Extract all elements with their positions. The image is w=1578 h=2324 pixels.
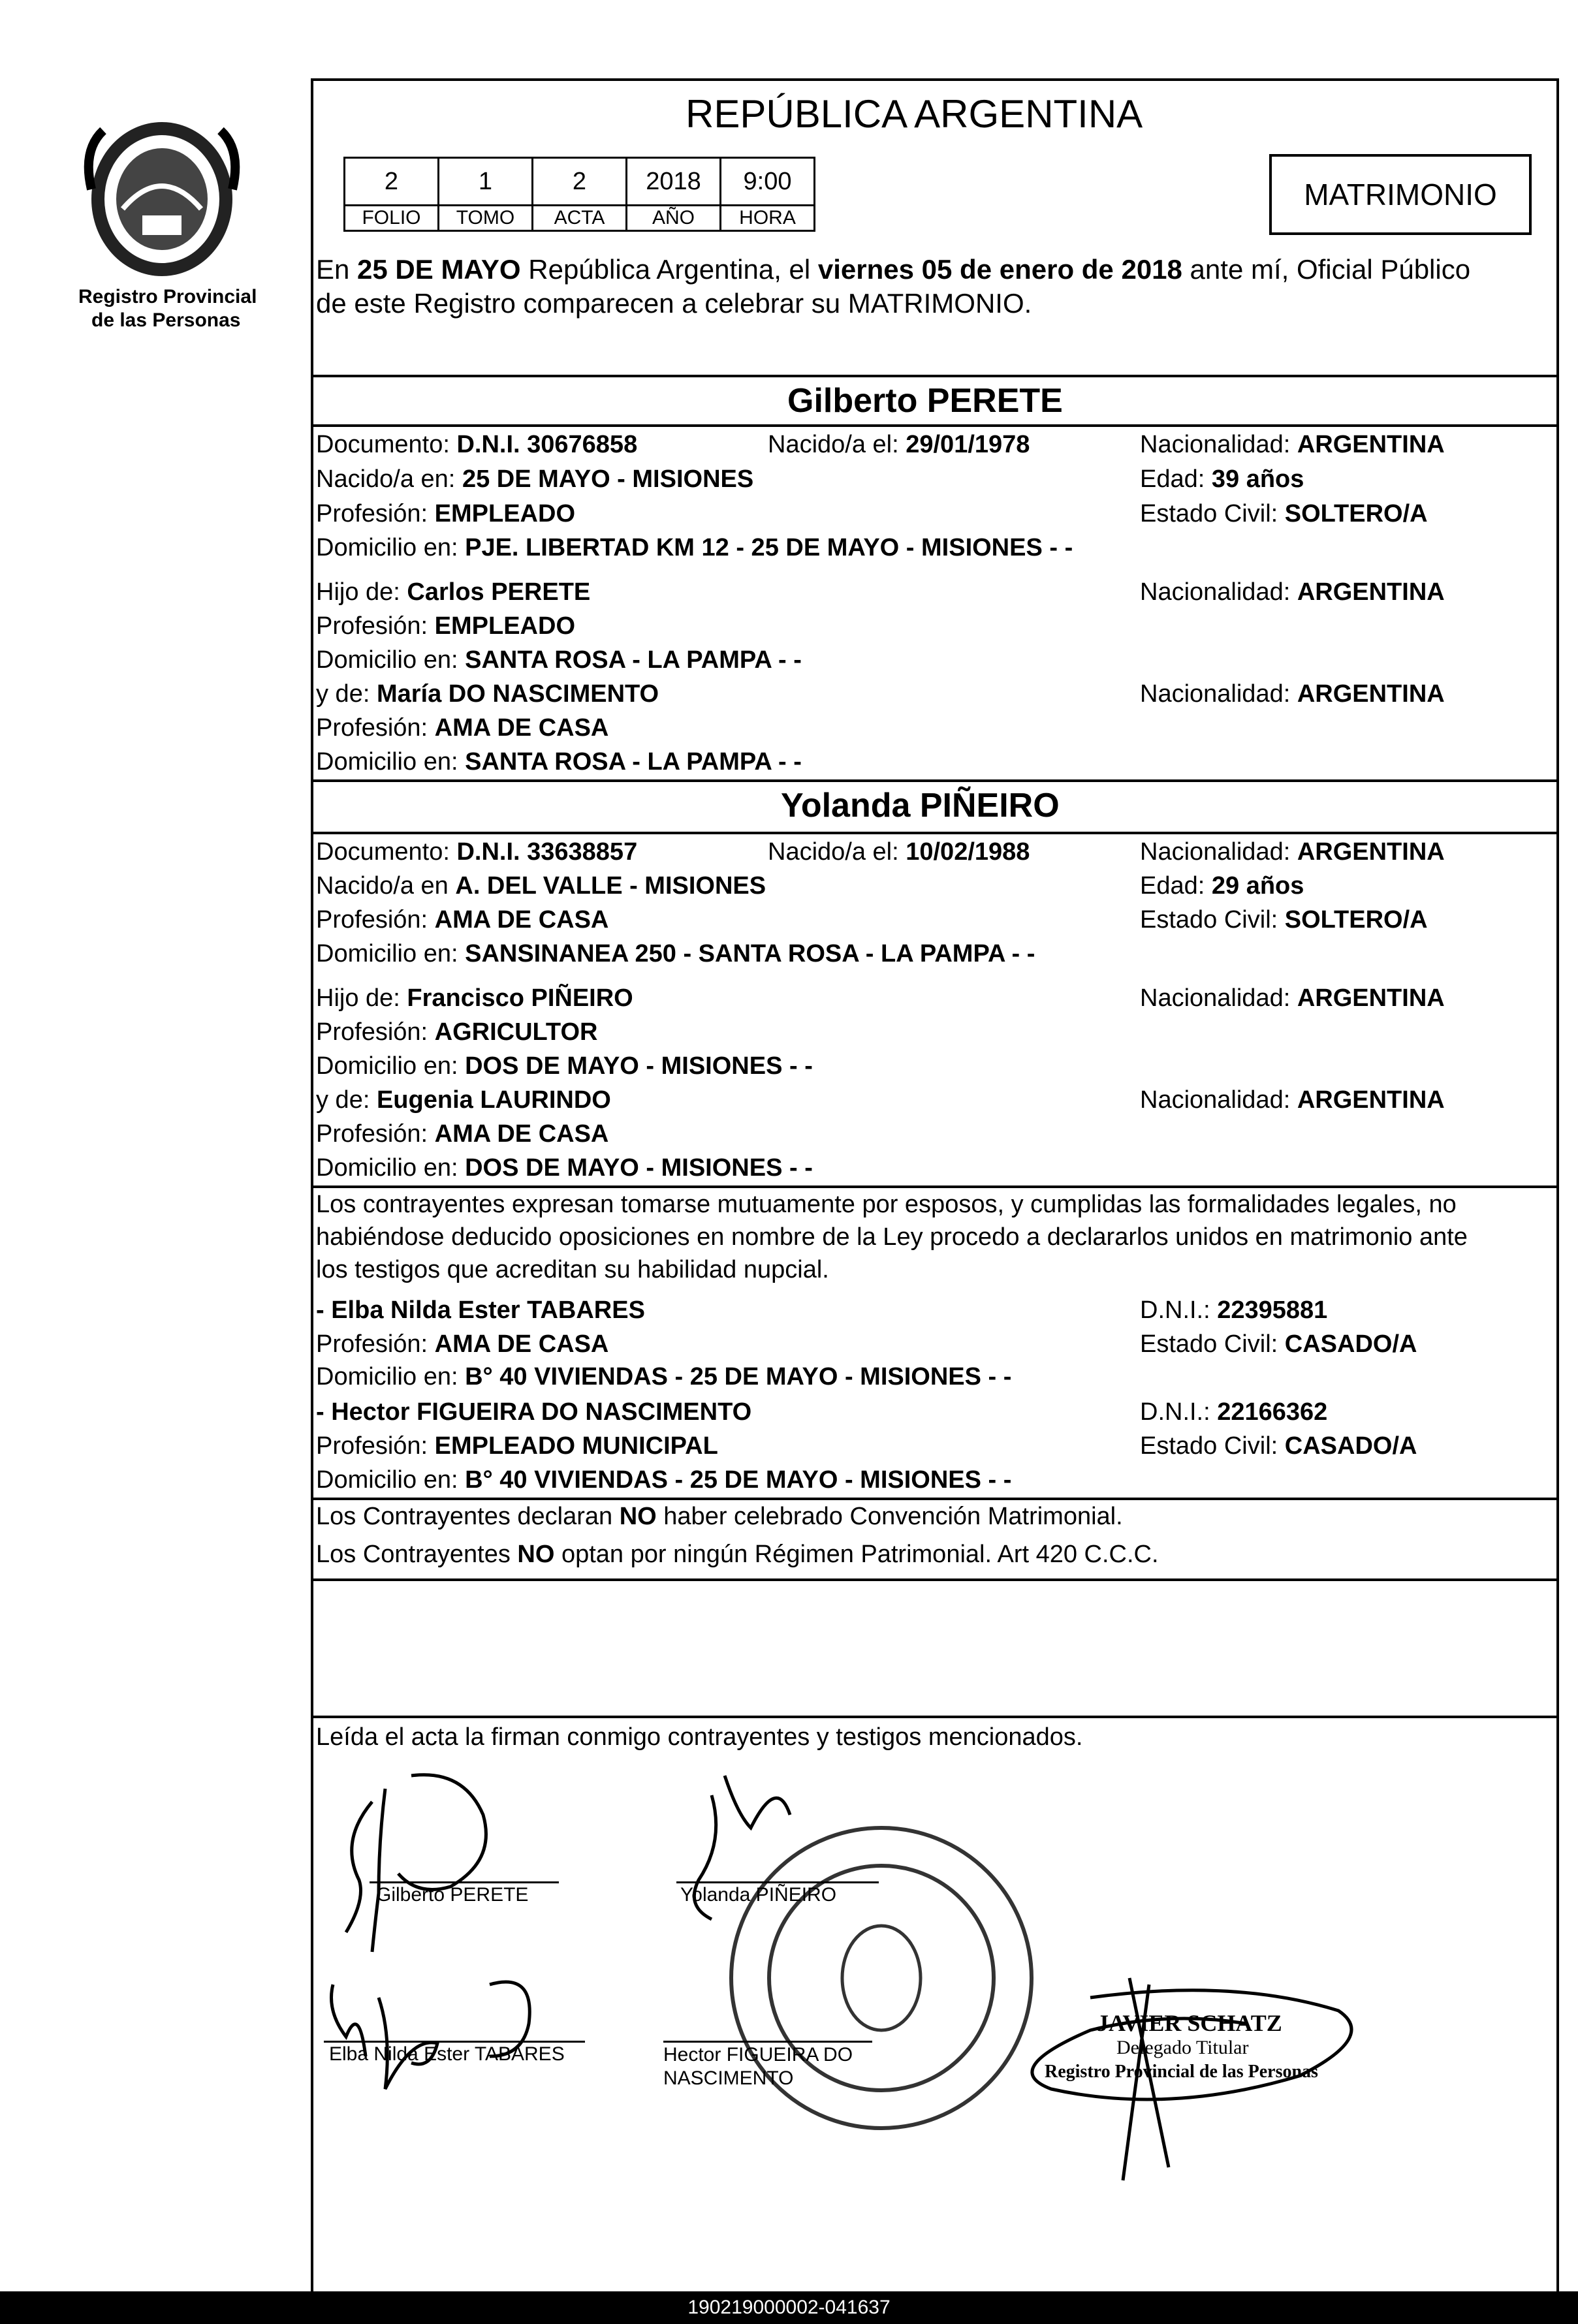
divider <box>311 1186 1559 1188</box>
folio-value: 2 <box>345 158 439 206</box>
tomo-label: TOMO <box>439 206 533 231</box>
spouse1-father: Hijo de: Carlos PERETE <box>316 578 591 606</box>
witness2-profession: Profesión: EMPLEADO MUNICIPAL <box>316 1432 718 1460</box>
official-stamp-name: JAVIER SCHATZ <box>1097 2010 1282 2036</box>
registry-table <box>343 157 815 232</box>
signature-name-witness2: Hector FIGUEIRA DO NASCIMENTO <box>663 2044 853 2089</box>
acta-label: ACTA <box>533 206 627 231</box>
spouse1-mother-profession: Profesión: AMA DE CASA <box>316 714 609 742</box>
spouse1-name: Gilberto PERETE <box>787 382 1063 420</box>
witness1-profession: Profesión: AMA DE CASA <box>316 1330 609 1358</box>
spouse1-mother-nationality: Nacionalidad: ARGENTINA <box>1140 680 1445 708</box>
folio-label: FOLIO <box>345 206 439 231</box>
divider <box>311 1716 1559 1718</box>
spouse2-birthdate: Nacido/a el: 10/02/1988 <box>768 838 1030 866</box>
witness2-name: - Hector FIGUEIRA DO NASCIMENTO <box>316 1398 752 1426</box>
province-seal <box>77 111 247 287</box>
page-title: REPÚBLICA ARGENTINA <box>686 92 1143 136</box>
hora-label: HORA <box>721 206 815 231</box>
regime-line-1: Los Contrayentes declaran NO haber celebrado Convención Matrimonial. <box>316 1503 1123 1530</box>
tomo-value: 1 <box>439 158 533 206</box>
declaration-line-3: los testigos que acreditan su habilidad nupcial. <box>316 1256 829 1283</box>
spouse2-father-profession: Profesión: AGRICULTOR <box>316 1018 598 1046</box>
divider <box>311 832 1559 834</box>
acta-value: 2 <box>533 158 627 206</box>
spouse2-mother: y de: Eugenia LAURINDO <box>316 1086 611 1114</box>
declaration-line-1: Los contrayentes expresan tomarse mutuamente por esposos, y cumplidas las formalidades legales, no <box>316 1191 1457 1218</box>
witness1-dni: D.N.I.: 22395881 <box>1140 1296 1328 1324</box>
spouse1-father-nationality: Nacionalidad: ARGENTINA <box>1140 578 1445 606</box>
signature-name-spouse1: Gilberto PERETE <box>376 1884 529 1906</box>
spouse2-mother-nationality: Nacionalidad: ARGENTINA <box>1140 1086 1445 1114</box>
witness2-address: Domicilio en: B° 40 VIVIENDAS - 25 DE MAYO - MISIONES - - <box>316 1466 1012 1494</box>
closing-text: Leída el acta la firman conmigo contrayentes y testigos mencionados. <box>316 1723 1083 1751</box>
spouse1-father-profession: Profesión: EMPLEADO <box>316 612 576 640</box>
anio-value: 2018 <box>627 158 721 206</box>
spouse2-father-address: Domicilio en: DOS DE MAYO - MISIONES - - <box>316 1052 813 1080</box>
document-type-box: MATRIMONIO <box>1269 154 1532 235</box>
intro-line-1: En 25 DE MAYO República Argentina, el viernes 05 de enero de 2018 ante mí, Oficial Público <box>316 254 1471 285</box>
signature-name-spouse2: Yolanda PIÑEIRO <box>680 1884 837 1906</box>
signature-line <box>370 1881 559 1883</box>
signature-line <box>663 2041 872 2043</box>
signature-name-witness1: Elba Nilda Ester TABARES <box>329 2043 565 2065</box>
spouse1-civil-status: Estado Civil: SOLTERO/A <box>1140 500 1428 527</box>
intro-line-2: de este Registro comparecen a celebrar su MATRIMONIO. <box>316 288 1032 319</box>
official-stamp-org: Registro Provincial de las Personas <box>1045 2062 1318 2082</box>
spouse2-profession: Profesión: AMA DE CASA <box>316 906 609 934</box>
witness1-name: - Elba Nilda Ester TABARES <box>316 1296 645 1324</box>
regime-line-2: Los Contrayentes NO optan por ningún Régimen Patrimonial. Art 420 C.C.C. <box>316 1541 1159 1568</box>
signature-strokes <box>320 1763 1430 2233</box>
logo-caption-2: de las Personas <box>91 309 241 331</box>
spouse1-nationality: Nacionalidad: ARGENTINA <box>1140 431 1445 458</box>
spouse2-age: Edad: 29 años <box>1140 872 1304 900</box>
spouse1-mother-address: Domicilio en: SANTA ROSA - LA PAMPA - - <box>316 748 802 776</box>
anio-label: AÑO <box>627 206 721 231</box>
divider <box>311 779 1559 782</box>
divider <box>311 1498 1559 1500</box>
witness2-dni: D.N.I.: 22166362 <box>1140 1398 1328 1426</box>
spouse1-birthdate: Nacido/a el: 29/01/1978 <box>768 431 1030 458</box>
spouse1-mother: y de: María DO NASCIMENTO <box>316 680 659 708</box>
footer-code: 190219000002-041637 <box>0 2291 1578 2324</box>
spouse1-address: Domicilio en: PJE. LIBERTAD KM 12 - 25 DE MAYO - MISIONES - - <box>316 534 1073 561</box>
witness2-civil-status: Estado Civil: CASADO/A <box>1140 1432 1417 1460</box>
spouse2-address: Domicilio en: SANSINANEA 250 - SANTA ROSA - LA PAMPA - - <box>316 940 1035 967</box>
spouse1-father-address: Domicilio en: SANTA ROSA - LA PAMPA - - <box>316 646 802 674</box>
spouse2-name: Yolanda PIÑEIRO <box>781 787 1060 824</box>
witness1-address: Domicilio en: B° 40 VIVIENDAS - 25 DE MAYO - MISIONES - - <box>316 1363 1012 1390</box>
signature-line <box>324 2041 585 2043</box>
spouse1-document: Documento: D.N.I. 30676858 <box>316 431 638 458</box>
witness1-civil-status: Estado Civil: CASADO/A <box>1140 1330 1417 1358</box>
spouse2-civil-status: Estado Civil: SOLTERO/A <box>1140 906 1428 934</box>
spouse2-father-nationality: Nacionalidad: ARGENTINA <box>1140 984 1445 1012</box>
spouse2-father: Hijo de: Francisco PIÑEIRO <box>316 984 633 1012</box>
divider <box>311 1578 1559 1581</box>
signature-line <box>676 1881 879 1883</box>
spouse2-birthplace: Nacido/a en A. DEL VALLE - MISIONES <box>316 872 766 900</box>
divider <box>311 424 1559 427</box>
spouse1-birthplace: Nacido/a en: 25 DE MAYO - MISIONES <box>316 465 754 493</box>
spouse1-age: Edad: 39 años <box>1140 465 1304 493</box>
spouse2-mother-address: Domicilio en: DOS DE MAYO - MISIONES - - <box>316 1154 813 1182</box>
spouse2-nationality: Nacionalidad: ARGENTINA <box>1140 838 1445 866</box>
spouse1-profession: Profesión: EMPLEADO <box>316 500 576 527</box>
logo-caption-1: Registro Provincial <box>78 286 257 307</box>
divider <box>311 375 1559 377</box>
spouse2-document: Documento: D.N.I. 33638857 <box>316 838 638 866</box>
official-stamp-title: Delegado Titular <box>1116 2037 1249 2058</box>
declaration-line-2: habiéndose deducido oposiciones en nombre de la Ley procedo a declararlos unidos en matrimonio ante <box>316 1223 1468 1251</box>
spouse2-mother-profession: Profesión: AMA DE CASA <box>316 1120 609 1148</box>
hora-value: 9:00 <box>721 158 815 206</box>
